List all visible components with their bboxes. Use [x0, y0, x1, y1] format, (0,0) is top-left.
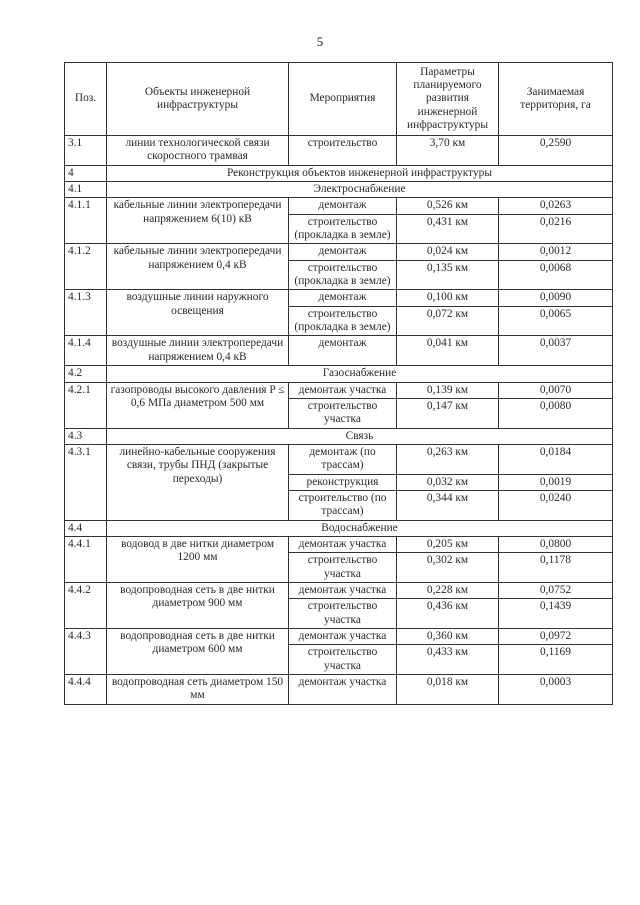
row-action: демонтаж: [289, 290, 397, 306]
section-pos: 4.3: [65, 428, 107, 444]
row-param: 0,032 км: [397, 474, 499, 490]
row-area: 0,0019: [499, 474, 613, 490]
row-param: 0,205 км: [397, 536, 499, 552]
row-param: 0,147 км: [397, 398, 499, 428]
row-area: 0,0037: [499, 336, 613, 366]
row-param: 0,041 км: [397, 336, 499, 366]
header-area: Занимаемая территория, га: [499, 63, 613, 136]
row-action: строительство (прокладка в земле): [289, 306, 397, 336]
section-row: [65, 428, 613, 444]
row-action: демонтаж (по трассам): [289, 444, 397, 474]
row-object: водопроводная сеть диаметром 150 мм: [107, 675, 289, 705]
row-area: 0,0972: [499, 629, 613, 645]
row-action: демонтаж: [289, 198, 397, 214]
table-row: [65, 582, 613, 598]
section-title: Газоснабжение: [107, 366, 613, 382]
table-row: [65, 675, 613, 705]
row-area: 0,2590: [499, 136, 613, 166]
section-pos: 4: [65, 165, 107, 181]
row-action: демонтаж: [289, 336, 397, 366]
section-row: [65, 520, 613, 536]
row-action: демонтаж: [289, 244, 397, 260]
row-action: демонтаж участка: [289, 629, 397, 645]
table-row: [65, 198, 613, 214]
row-action: строительство: [289, 136, 397, 166]
row-action: строительство (прокладка в земле): [289, 214, 397, 244]
row-area: 0,0752: [499, 582, 613, 598]
row-object: водовод в две нитки диаметром 1200 мм: [107, 536, 289, 582]
section-title: Электроснабжение: [107, 182, 613, 198]
header-objects: Объекты инженерной инфраструктуры: [107, 63, 289, 136]
row-object: водопроводная сеть в две нитки диаметром 600 мм: [107, 629, 289, 675]
row-action: строительство (по трассам): [289, 490, 397, 520]
row-pos: 4.4.2: [65, 582, 107, 628]
row-area: 0,0090: [499, 290, 613, 306]
row-object: газопроводы высокого давления P ≤ 0,6 МПа диаметром 500 мм: [107, 382, 289, 428]
row-action: демонтаж участка: [289, 675, 397, 705]
row-action: строительство участка: [289, 553, 397, 583]
row-pos: 3.1: [65, 136, 107, 166]
row-param: 0,431 км: [397, 214, 499, 244]
row-object: кабельные линии электропередачи напряжением 0,4 кВ: [107, 244, 289, 290]
section-title: Связь: [107, 428, 613, 444]
row-action: демонтаж участка: [289, 582, 397, 598]
row-area: 0,0216: [499, 214, 613, 244]
row-area: 0,0068: [499, 260, 613, 290]
row-area: 0,0070: [499, 382, 613, 398]
table-row: [65, 290, 613, 306]
row-param: 0,360 км: [397, 629, 499, 645]
row-pos: 4.4.3: [65, 629, 107, 675]
section-pos: 4.1: [65, 182, 107, 198]
table-row: [65, 536, 613, 552]
row-pos: 4.4.4: [65, 675, 107, 705]
header-pos: Поз.: [65, 63, 107, 136]
row-area: 0,0012: [499, 244, 613, 260]
row-param: 0,433 км: [397, 645, 499, 675]
row-action: строительство (прокладка в земле): [289, 260, 397, 290]
table-body: [65, 136, 613, 705]
table-row: [65, 136, 613, 166]
row-pos: 4.4.1: [65, 536, 107, 582]
row-param: 0,302 км: [397, 553, 499, 583]
row-object: воздушные линии наружного освещения: [107, 290, 289, 336]
row-action: строительство участка: [289, 398, 397, 428]
row-object: воздушные линии электропередачи напряжением 0,4 кВ: [107, 336, 289, 366]
row-param: 0,526 км: [397, 198, 499, 214]
table-row: [65, 444, 613, 474]
row-param: 0,344 км: [397, 490, 499, 520]
row-object: линии технологической связи скоростного трамвая: [107, 136, 289, 166]
row-object: линейно-кабельные сооружения связи, трубы ПНД (закрытые переходы): [107, 444, 289, 520]
row-action: демонтаж участка: [289, 536, 397, 552]
row-area: 0,0240: [499, 490, 613, 520]
row-action: строительство участка: [289, 599, 397, 629]
page-number: 5: [316, 34, 324, 49]
section-title: Водоснабжение: [107, 520, 613, 536]
section-row: [65, 366, 613, 382]
row-pos: 4.1.2: [65, 244, 107, 290]
infrastructure-table: [64, 62, 613, 705]
row-param: 0,135 км: [397, 260, 499, 290]
row-param: 0,018 км: [397, 675, 499, 705]
row-action: строительство участка: [289, 645, 397, 675]
row-action: реконструкция: [289, 474, 397, 490]
row-pos: 4.1.4: [65, 336, 107, 366]
row-param: 0,072 км: [397, 306, 499, 336]
row-area: 0,1439: [499, 599, 613, 629]
row-param: 3,70 км: [397, 136, 499, 166]
section-title: Реконструкция объектов инженерной инфраструктуры: [107, 165, 613, 181]
header-actions: Мероприятия: [289, 63, 397, 136]
table-row: [65, 244, 613, 260]
row-param: 0,100 км: [397, 290, 499, 306]
row-area: 0,0080: [499, 398, 613, 428]
section-row: [65, 182, 613, 198]
row-object: кабельные линии электропередачи напряжением 6(10) кВ: [107, 198, 289, 244]
header-row: [65, 63, 613, 136]
row-area: 0,0003: [499, 675, 613, 705]
row-action: демонтаж участка: [289, 382, 397, 398]
header-params: Параметры планируемого развития инженерной инфраструктуры: [397, 63, 499, 136]
row-param: 0,024 км: [397, 244, 499, 260]
row-object: водопроводная сеть в две нитки диаметром 900 мм: [107, 582, 289, 628]
row-param: 0,263 км: [397, 444, 499, 474]
row-param: 0,436 км: [397, 599, 499, 629]
row-area: 0,0184: [499, 444, 613, 474]
row-pos: 4.3.1: [65, 444, 107, 520]
row-pos: 4.1.3: [65, 290, 107, 336]
table-row: [65, 629, 613, 645]
row-pos: 4.2.1: [65, 382, 107, 428]
row-param: 0,228 км: [397, 582, 499, 598]
row-area: 0,0800: [499, 536, 613, 552]
table-row: [65, 382, 613, 398]
row-area: 0,0065: [499, 306, 613, 336]
row-pos: 4.1.1: [65, 198, 107, 244]
section-pos: 4.4: [65, 520, 107, 536]
row-param: 0,139 км: [397, 382, 499, 398]
table-row: [65, 336, 613, 366]
row-area: 0,1169: [499, 645, 613, 675]
row-area: 0,0263: [499, 198, 613, 214]
row-area: 0,1178: [499, 553, 613, 583]
section-pos: 4.2: [65, 366, 107, 382]
table-header: [65, 63, 613, 136]
section-row: [65, 165, 613, 181]
